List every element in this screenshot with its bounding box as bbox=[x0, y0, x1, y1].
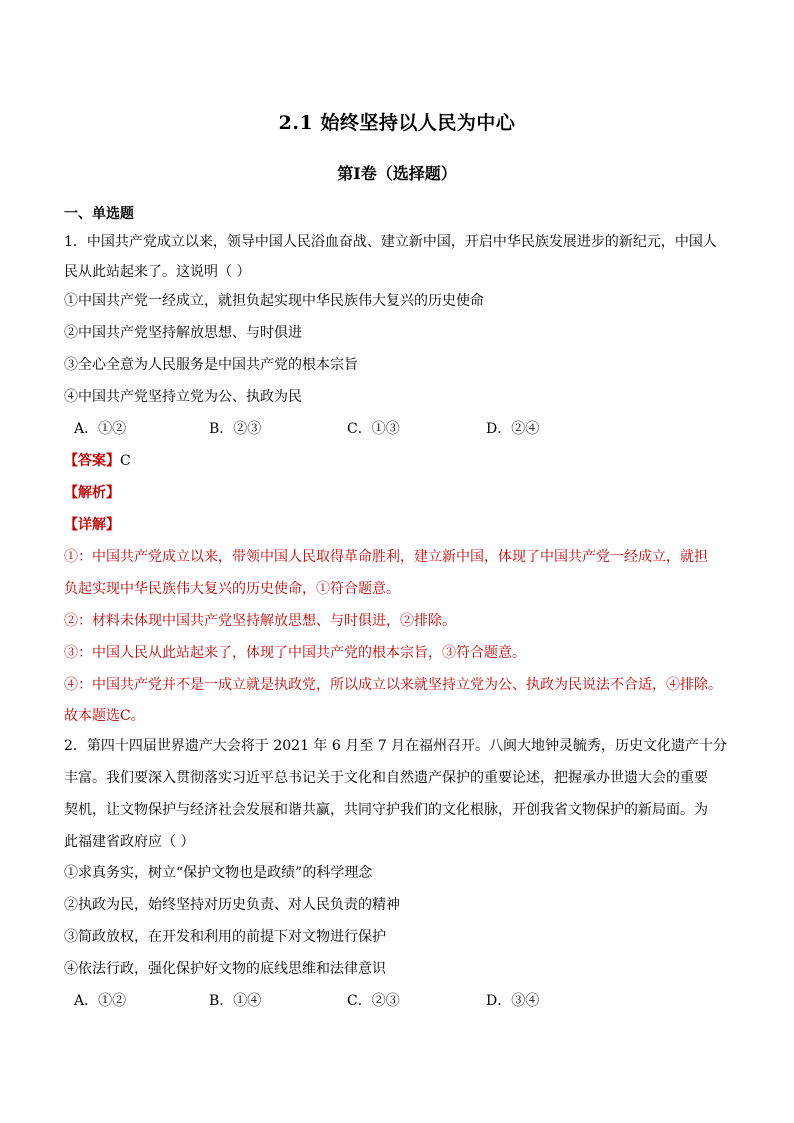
q1-stem-line2: 民从此站起来了。这说明（ ） bbox=[64, 264, 251, 280]
q2-option-a: A．①② bbox=[74, 993, 127, 1009]
q2-stem-line3: 契机，让文物保护与经济社会发展和谐共赢，共同守护我们的文化根脉，开创我省文物保护的新局面。为 bbox=[64, 802, 708, 818]
q1-analysis-tag bbox=[64, 483, 120, 503]
q2-stem-line2: 丰富。我们要深入贯彻落实习近平总书记关于文化和自然遗产保护的重要论述，把握承办世遗大会的重要 bbox=[64, 770, 708, 786]
q1-detail-line-2: 负起实现中华民族伟大复兴的历史使命，①符合题意。 bbox=[64, 581, 400, 597]
q1-answer bbox=[64, 451, 131, 471]
q2-option-d: D．③④ bbox=[486, 993, 540, 1009]
q1-statement-1: ①中国共产党一经成立，就担负起实现中华民族伟大复兴的历史使命 bbox=[64, 293, 484, 309]
detail-tag: 【详解】 bbox=[64, 517, 120, 533]
q2-statement-4: ④依法行政，强化保护好文物的底线思维和法律意识 bbox=[64, 961, 386, 977]
q1-conclusion: 故本题选C。 bbox=[64, 708, 145, 724]
q2-statement-2: ②执政为民，始终坚持对历史负责、对人民负责的精神 bbox=[64, 897, 400, 913]
q1-statement-4: ④中国共产党坚持立党为公、执政为民 bbox=[64, 389, 302, 405]
page-title: 2.1 始终坚持以人民为中心 bbox=[278, 112, 516, 134]
q1-option-a: A．①② bbox=[74, 421, 127, 437]
q2-statement-1: ①求真务实，树立“保护文物也是政绩”的科学理念 bbox=[64, 865, 373, 881]
q2-stem-line4: 此福建省政府应（ ） bbox=[64, 834, 195, 850]
q1-option-d: D．②④ bbox=[486, 421, 540, 437]
q1-detail-tag bbox=[64, 515, 120, 535]
q2-option-c: C．②③ bbox=[347, 993, 400, 1009]
q1-detail-line-5: ④：中国共产党并不是一成立就是执政党，所以成立以来就坚持立党为公、执政为民说法不合适，④排除。 bbox=[64, 677, 722, 693]
answer-value: C bbox=[120, 453, 131, 469]
section-subtitle: 第I卷（选择题） bbox=[337, 164, 457, 183]
q1-option-b: B．②③ bbox=[209, 421, 262, 437]
answer-tag: 【答案】 bbox=[64, 453, 120, 469]
analysis-tag: 【解析】 bbox=[64, 485, 120, 501]
q2-option-b: B．①④ bbox=[209, 993, 262, 1009]
q1-detail-line-4: ③：中国人民从此站起来了，体现了中国共产党的根本宗旨，③符合题意。 bbox=[64, 645, 526, 661]
q1-detail-line-3: ②：材料未体现中国共产党坚持解放思想、与时俱进，②排除。 bbox=[64, 613, 456, 629]
q1-statement-3: ③全心全意为人民服务是中国共产党的根本宗旨 bbox=[64, 357, 358, 373]
section-heading: 一、单选题 bbox=[64, 206, 134, 222]
q2-stem-line1: 2．第四十四届世界遗产大会将于 2021 年 6 月至 7 月在福州召开。八闽大地钟灵毓秀，历史文化遗产十分 bbox=[64, 738, 728, 754]
q2-statement-3: ③简政放权，在开发和利用的前提下对文物进行保护 bbox=[64, 929, 386, 945]
q1-statement-2: ②中国共产党坚持解放思想、与时俱进 bbox=[64, 325, 302, 341]
q1-option-c: C．①③ bbox=[347, 421, 400, 437]
q1-detail-line-1: ①：中国共产党成立以来，带领中国人民取得革命胜利，建立新中国，体现了中国共产党一经成立，就担 bbox=[64, 549, 708, 565]
q1-stem-line1: 1．中国共产党成立以来，领导中国人民浴血奋战、建立新中国，开启中华民族发展进步的新纪元，中国人 bbox=[64, 234, 717, 250]
